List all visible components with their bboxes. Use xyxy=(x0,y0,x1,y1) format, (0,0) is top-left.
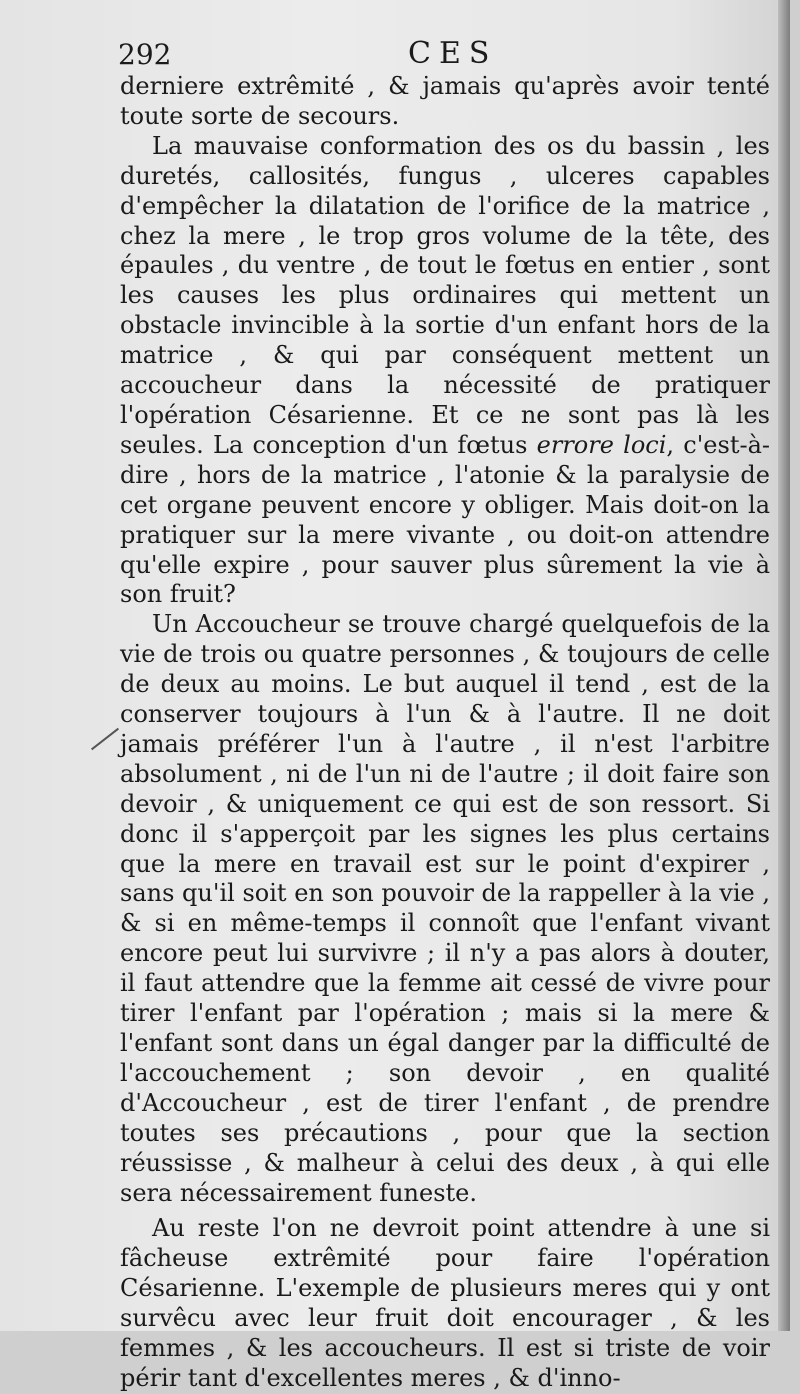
paragraph-causes xyxy=(120,132,770,611)
body-text xyxy=(120,72,770,1394)
margin-pencil-mark xyxy=(91,728,119,751)
paragraph-continuation: derniere extrêmité , & jamais qu'après avoir tenté toute sorte de secours. xyxy=(120,72,770,130)
paragraph-au-reste: Au reste l'on ne devroit point attendre à une si fâcheuse extrêmité pour faire l'opération Césarienne. L'exemple de plusieurs meres qui y ont survêcu avec leur fruit doit encourager , & les femmes , & les accoucheurs. Il est si triste de voir périr tant d'excellentes meres , & d'inno- xyxy=(120,1214,770,1392)
page-header xyxy=(118,38,770,74)
running-head: CES xyxy=(408,36,498,71)
page-edge-shadow xyxy=(778,0,790,1331)
page-number: 292 xyxy=(118,38,172,71)
paragraph-causes-text: La mauvaise conformation des os du bassin , les duretés, callosités, fungus , ulceres capables d'empêcher la dilatation de l'orifice de la matrice , chez la mere , le trop gros volume de la tête, des épaules , du ventre , de tout le fœtus en entier , sont les causes les plus ordinaires qui mettent un obstacle invincible à la sortie d'un enfant hors de la matrice , & qui par conséquent mettent un accoucheur dans la nécessité de pratiquer l'opération Césarienne. Et ce ne sont pas là les seules. La conception d'un fœtus xyxy=(120,131,770,459)
paragraph-causes-tail: , c'est-à-dire , hors de la matrice , l'atonie & la paralysie de cet organe peuvent encore y obliger. Mais doit-on la pratiquer sur la mere vivante , ou doit-on attendre qu'elle expire , pour sauver plus sûrement la vie à son fruit? xyxy=(120,430,770,609)
paragraph-accoucheur: Un Accoucheur se trouve chargé quelquefois de la vie de trois ou quatre personnes , & toujours de celle de deux au moins. Le but auquel il tend , est de la conserver toujours à l'un & à l'autre. Il ne doit jamais préférer l'un à l'autre , il n'est l'arbitre absolument , ni de l'un ni de l'autre ; il doit faire son devoir , & uniquement ce qui est de son ressort. Si donc il s'apperçoit par les signes les plus certains que la mere en travail est sur le point d'expirer , sans qu'il soit en son pouvoir de la rappeller à la vie , & si en même-temps il connoît que l'enfant vivant encore peut lui survivre ; il n'y a pas alors à douter, il faut attendre que la femme ait cessé de vivre pour tirer l'enfant par l'opération ; mais si la mere & l'enfant sont dans un égal danger par la difficulté de l'accouchement ; son devoir , en qualité d'Accoucheur , est de tirer l'enfant , de prendre toutes ses précautions , pour que la section réussisse , & malheur à celui des deux , à qui elle sera nécessairement funeste. xyxy=(120,610,770,1207)
latin-phrase: errore loci xyxy=(536,430,667,459)
